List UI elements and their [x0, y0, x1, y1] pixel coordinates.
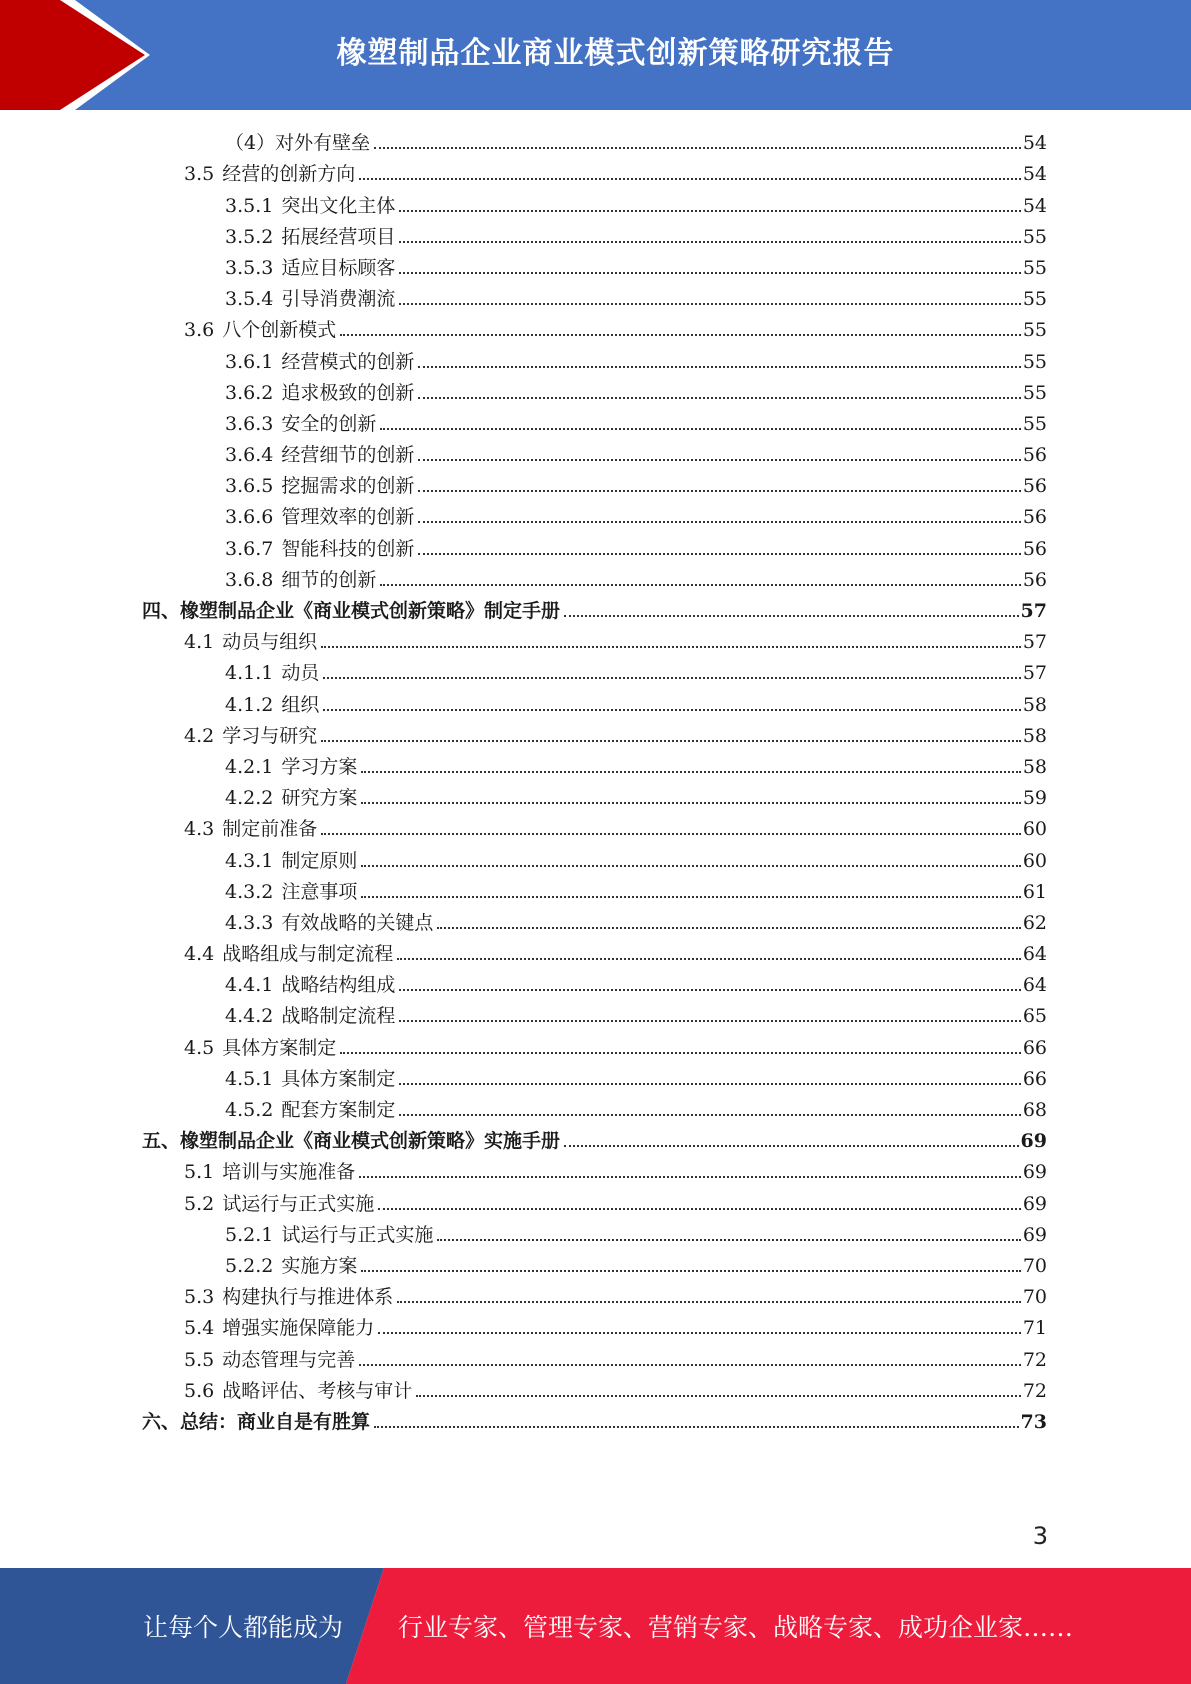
toc-entry-line [184, 1033, 1047, 1060]
toc-entry-line [225, 1095, 1047, 1122]
toc-page-number: 59 [1022, 787, 1047, 810]
toc-page-number: 69 [1022, 1161, 1047, 1184]
toc-entry[interactable] [0, 315, 1191, 346]
toc-title: 配套方案制定 [281, 1099, 396, 1121]
toc-page-number: 54 [1022, 194, 1047, 217]
toc-section-number: 4.1 [184, 631, 215, 654]
toc-page-number: 55 [1022, 381, 1047, 404]
toc-section-number: 3.6.5 [225, 475, 274, 498]
toc-entry[interactable] [0, 284, 1191, 315]
toc-section-number: 4.2 [184, 724, 215, 747]
toc-title: 组织 [281, 693, 320, 716]
toc-entry[interactable] [0, 471, 1191, 502]
toc-page-number: 60 [1022, 818, 1047, 841]
toc-page-number: 71 [1022, 1317, 1047, 1340]
toc-entry[interactable] [0, 1064, 1191, 1095]
toc-section-number: 4.3 [184, 818, 215, 841]
toc-section-number: 3.6.3 [225, 412, 274, 435]
toc-dot-leader [399, 1114, 1020, 1116]
toc-entry-line [184, 1376, 1047, 1403]
toc-page-number: 69 [1020, 1130, 1047, 1153]
toc-title: 战略结构组成 [281, 974, 396, 997]
footer-slogan-right: 行业专家、管理专家、营销专家、战略专家、成功企业家…… [398, 1613, 1074, 1642]
toc-section-number: 3.6 [184, 319, 215, 342]
toc-entry[interactable] [0, 533, 1191, 564]
toc-title: 经营的创新方向 [222, 163, 356, 186]
toc-title: 动态管理与完善 [222, 1348, 356, 1371]
toc-page-number: 56 [1022, 475, 1047, 498]
toc-dot-leader [418, 521, 1020, 523]
toc-dot-leader [418, 553, 1020, 555]
toc-entry[interactable] [0, 378, 1191, 409]
toc-page-number: 58 [1022, 755, 1047, 778]
toc-dot-leader [418, 366, 1020, 368]
toc-entry-line [225, 502, 1047, 529]
toc-page-number: 60 [1022, 849, 1047, 872]
toc-title: 引导消费潮流 [281, 288, 396, 311]
toc-section-number: 3.6.8 [225, 568, 274, 591]
toc-title: 动员与组织 [222, 631, 318, 654]
toc-entry-line [225, 1001, 1047, 1028]
toc-dot-leader [399, 1020, 1020, 1022]
toc-dot-leader [361, 865, 1020, 867]
toc-entry-line [184, 1282, 1047, 1309]
page-footer [0, 1568, 1191, 1684]
toc-page-number: 57 [1022, 631, 1047, 654]
toc-entry[interactable] [0, 596, 1191, 627]
toc-page-number: 69 [1022, 1192, 1047, 1215]
toc-entry-line [225, 846, 1047, 873]
toc-dot-leader [321, 740, 1021, 742]
report-title: 橡塑制品企业商业模式创新策略研究报告 [336, 36, 895, 71]
toc-dot-leader [564, 615, 1019, 617]
toc-dot-leader [399, 272, 1020, 274]
toc-entry-line [225, 908, 1047, 935]
toc-entry-line [225, 440, 1047, 467]
toc-page-number: 55 [1022, 412, 1047, 435]
toc-title: 战略制定流程 [281, 1005, 396, 1028]
toc-dot-leader [418, 490, 1020, 492]
toc-dot-leader [321, 833, 1021, 835]
toc-section-number: 3.5.3 [225, 256, 274, 279]
toc-page-number: 61 [1022, 880, 1047, 903]
toc-entry-line [225, 690, 1047, 717]
toc-page-number: 69 [1022, 1223, 1047, 1246]
toc-title: 管理效率的创新 [281, 506, 415, 529]
toc-page-number: 56 [1022, 568, 1047, 591]
page-header [0, 0, 1191, 110]
toc-entry[interactable] [0, 970, 1191, 1001]
toc-title: 培训与实施准备 [222, 1161, 356, 1184]
toc-section-number: 4.5.1 [225, 1067, 274, 1090]
toc-page-number: 56 [1022, 444, 1047, 467]
toc-section-number: 3.6.7 [225, 537, 274, 560]
toc-entry[interactable] [0, 939, 1191, 970]
toc-entry-line [184, 814, 1047, 841]
toc-dot-leader [399, 1083, 1020, 1085]
toc-section-number: 3.6.6 [225, 506, 274, 529]
toc-entry-line [225, 409, 1047, 436]
toc-page-number: 68 [1022, 1099, 1047, 1121]
toc-entry[interactable] [0, 190, 1191, 221]
toc-title: 八个创新模式 [222, 319, 337, 342]
toc-entry[interactable] [0, 253, 1191, 284]
toc-section-number: 4.3.3 [225, 911, 274, 934]
toc-entry[interactable] [0, 1407, 1191, 1438]
toc-entry-line [184, 627, 1047, 654]
toc-page-number: 55 [1022, 225, 1047, 248]
toc-page-number: 73 [1020, 1410, 1047, 1433]
toc-entry[interactable] [0, 845, 1191, 876]
toc-dot-leader [323, 677, 1020, 679]
toc-section-number: 5.2.1 [225, 1223, 274, 1246]
toc-entry[interactable] [0, 1313, 1191, 1344]
toc-entry-line [225, 471, 1047, 498]
toc-entry[interactable] [0, 159, 1191, 190]
toc-dot-leader [418, 459, 1020, 461]
toc-title: 挖掘需求的创新 [281, 475, 415, 498]
toc-dot-leader [380, 428, 1020, 430]
toc-page-number: 55 [1022, 288, 1047, 311]
toc-section-number: 5.4 [184, 1317, 215, 1340]
toc-section-number: 3.5.4 [225, 288, 274, 311]
toc-dot-leader [378, 1332, 1021, 1334]
toc-title: 战略组成与制定流程 [222, 943, 394, 966]
toc-entry[interactable] [0, 783, 1191, 814]
toc-title: 实施方案 [281, 1254, 358, 1277]
toc-entry[interactable] [0, 1001, 1191, 1032]
toc-dot-leader [321, 646, 1021, 648]
toc-entry-line [184, 939, 1047, 966]
toc-entry-line [225, 565, 1047, 592]
toc-entry-line [184, 721, 1047, 748]
toc-section-number: 4.5.2 [225, 1099, 274, 1121]
toc-entry-line [225, 378, 1047, 405]
toc-entry-line [184, 1345, 1047, 1372]
toc-title: 细节的创新 [281, 568, 377, 591]
toc-entry-line [142, 1126, 1047, 1153]
toc-entry[interactable] [0, 1251, 1191, 1282]
toc-section-number: 4.5 [184, 1036, 215, 1059]
toc-page-number: 70 [1022, 1286, 1047, 1309]
toc-page-number: 56 [1022, 506, 1047, 529]
toc-title: 动员 [281, 662, 320, 685]
toc-entry[interactable] [0, 409, 1191, 440]
toc-page-number: 55 [1022, 319, 1047, 342]
toc-title: 增强实施保障能力 [222, 1317, 375, 1340]
toc-dot-leader [359, 1176, 1021, 1178]
toc-section-number: 4.4 [184, 943, 215, 966]
toc-entry[interactable] [0, 502, 1191, 533]
toc-title: 具体方案制定 [281, 1067, 396, 1090]
toc-section-number: 4.2.2 [225, 787, 274, 810]
toc-dot-leader [399, 241, 1020, 243]
toc-title: 突出文化主体 [281, 194, 396, 217]
toc-title: 四、橡塑制品企业《商业模式创新策略》制定手册 [142, 600, 561, 622]
toc-title: 五、橡塑制品企业《商业模式创新策略》实施手册 [142, 1130, 561, 1153]
toc-page-number: 54 [1022, 163, 1047, 186]
table-of-contents [0, 128, 1191, 1438]
toc-entry-line [225, 1251, 1047, 1278]
toc-entry[interactable] [0, 1344, 1191, 1375]
toc-entry-line [225, 534, 1047, 561]
toc-entry[interactable] [0, 1095, 1191, 1126]
toc-page-number: 64 [1022, 943, 1047, 966]
toc-dot-leader [323, 709, 1020, 711]
toc-entry[interactable] [0, 440, 1191, 471]
footer-slogan-left: 让每个人都能成为 [143, 1613, 344, 1642]
toc-entry-line [225, 970, 1047, 997]
toc-page-number: 54 [1022, 132, 1047, 155]
toc-section-number: 4.1.1 [225, 662, 274, 685]
toc-section-number: 3.6.4 [225, 444, 274, 467]
toc-dot-leader [361, 771, 1020, 773]
toc-title: 学习与研究 [222, 724, 318, 747]
toc-dot-leader [397, 958, 1021, 960]
toc-section-number: 3.5.1 [225, 194, 274, 217]
toc-dot-leader [380, 584, 1020, 586]
toc-page-number: 64 [1022, 974, 1047, 997]
toc-page-number: 57 [1020, 600, 1047, 622]
toc-entry[interactable] [0, 128, 1191, 159]
toc-title: 制定前准备 [222, 818, 318, 841]
toc-title: 制定原则 [281, 849, 358, 872]
toc-entry-line [225, 1064, 1047, 1091]
toc-dot-leader [340, 334, 1021, 336]
toc-page-number: 62 [1022, 911, 1047, 934]
toc-dot-leader [399, 303, 1020, 305]
toc-section-number: 4.3.1 [225, 849, 274, 872]
toc-entry[interactable] [0, 565, 1191, 596]
toc-title: 学习方案 [281, 755, 358, 778]
toc-dot-leader [374, 1426, 1019, 1428]
toc-page-number: 55 [1022, 256, 1047, 279]
toc-page-number: 70 [1022, 1254, 1047, 1277]
toc-section-number: 5.2 [184, 1192, 215, 1215]
toc-title: 构建执行与推进体系 [222, 1286, 394, 1309]
toc-section-number: 4.4.2 [225, 1005, 274, 1028]
toc-title: 适应目标顾客 [281, 256, 396, 279]
toc-title: 战略评估、考核与审计 [222, 1379, 413, 1402]
toc-page-number: 55 [1022, 350, 1047, 373]
toc-dot-leader [397, 1301, 1021, 1303]
toc-entry[interactable] [0, 1220, 1191, 1251]
toc-dot-leader [361, 1270, 1020, 1272]
toc-section-number: 3.5.2 [225, 225, 274, 248]
toc-section-number: 5.2.2 [225, 1254, 274, 1277]
toc-page-number: 72 [1022, 1348, 1047, 1371]
toc-entry-line [225, 191, 1047, 218]
toc-entry-line [184, 1313, 1047, 1340]
toc-page-number: 58 [1022, 724, 1047, 747]
toc-title: 追求极致的创新 [281, 381, 415, 404]
toc-section-number: 5.5 [184, 1348, 215, 1371]
toc-page-number: 57 [1022, 662, 1047, 685]
toc-page-number: 58 [1022, 693, 1047, 716]
toc-title: 智能科技的创新 [281, 537, 415, 560]
toc-entry-line [225, 877, 1047, 904]
toc-entry[interactable] [0, 721, 1191, 752]
toc-entry[interactable] [0, 1376, 1191, 1407]
toc-section-number: 4.2.1 [225, 755, 274, 778]
page-number: 3 [1032, 1522, 1048, 1550]
toc-entry-line [225, 128, 1047, 155]
toc-dot-leader [437, 927, 1020, 929]
toc-page-number: 66 [1022, 1036, 1047, 1059]
toc-entry[interactable] [0, 814, 1191, 845]
toc-entry-line [225, 222, 1047, 249]
toc-dot-leader [361, 896, 1020, 898]
toc-section-number: 5.6 [184, 1379, 215, 1402]
toc-dot-leader [399, 210, 1020, 212]
toc-entry-line [142, 1407, 1047, 1434]
toc-page-number: 65 [1022, 1005, 1047, 1028]
toc-title: 有效战略的关键点 [281, 911, 434, 934]
toc-section-number: 5.1 [184, 1161, 215, 1184]
toc-entry[interactable] [0, 689, 1191, 720]
toc-entry[interactable] [0, 222, 1191, 253]
toc-title: 注意事项 [281, 880, 358, 903]
toc-entry[interactable] [0, 1282, 1191, 1313]
toc-dot-leader [361, 802, 1020, 804]
toc-dot-leader [359, 1364, 1021, 1366]
toc-title: 具体方案制定 [222, 1036, 337, 1059]
toc-dot-leader [340, 1052, 1021, 1054]
toc-entry-line [184, 315, 1047, 342]
toc-entry[interactable] [0, 1032, 1191, 1063]
toc-entry[interactable] [0, 752, 1191, 783]
toc-entry-line [184, 1157, 1047, 1184]
toc-entry-line [225, 347, 1047, 374]
toc-dot-leader [437, 1239, 1020, 1241]
toc-entry[interactable] [0, 627, 1191, 658]
toc-title: 拓展经营项目 [281, 225, 396, 248]
toc-section-number: 3.6.1 [225, 350, 274, 373]
toc-title: 安全的创新 [281, 412, 377, 435]
toc-section-number: 4.3.2 [225, 880, 274, 903]
toc-section-number: 3.6.2 [225, 381, 274, 404]
toc-title: 经营模式的创新 [281, 350, 415, 373]
toc-dot-leader [418, 397, 1020, 399]
toc-dot-leader [378, 1208, 1021, 1210]
toc-title: 研究方案 [281, 787, 358, 810]
toc-entry-line [142, 596, 1047, 623]
toc-section-number: 4.4.1 [225, 974, 274, 997]
toc-entry-line [225, 1220, 1047, 1247]
toc-title: 六、总结：商业自是有胜算 [142, 1410, 371, 1433]
toc-page-number: 56 [1022, 537, 1047, 560]
toc-dot-leader [399, 989, 1020, 991]
toc-section-number: 3.5 [184, 163, 215, 186]
toc-section-number: 5.3 [184, 1286, 215, 1309]
toc-entry[interactable] [0, 658, 1191, 689]
toc-dot-leader [374, 147, 1021, 149]
toc-entry-line [225, 253, 1047, 280]
toc-title: 试运行与正式实施 [222, 1192, 375, 1215]
toc-entry[interactable] [0, 877, 1191, 908]
toc-entry[interactable] [0, 908, 1191, 939]
toc-dot-leader [564, 1145, 1019, 1147]
toc-title: （4）对外有壁垒 [225, 132, 371, 155]
toc-section-number: 4.1.2 [225, 693, 274, 716]
toc-entry-line [184, 1189, 1047, 1216]
toc-entry-line [225, 783, 1047, 810]
toc-entry-line [225, 284, 1047, 311]
toc-page-number: 66 [1022, 1067, 1047, 1090]
toc-title: 试运行与正式实施 [281, 1223, 434, 1246]
toc-entry-line [225, 752, 1047, 779]
toc-entry[interactable] [0, 346, 1191, 377]
toc-entry[interactable] [0, 1157, 1191, 1188]
toc-dot-leader [416, 1395, 1021, 1397]
toc-dot-leader [359, 178, 1021, 180]
toc-entry[interactable] [0, 1188, 1191, 1219]
toc-title: 经营细节的创新 [281, 444, 415, 467]
toc-entry-line [184, 159, 1047, 186]
toc-entry-line [225, 658, 1047, 685]
toc-entry[interactable] [0, 1126, 1191, 1157]
toc-page-number: 72 [1022, 1379, 1047, 1402]
